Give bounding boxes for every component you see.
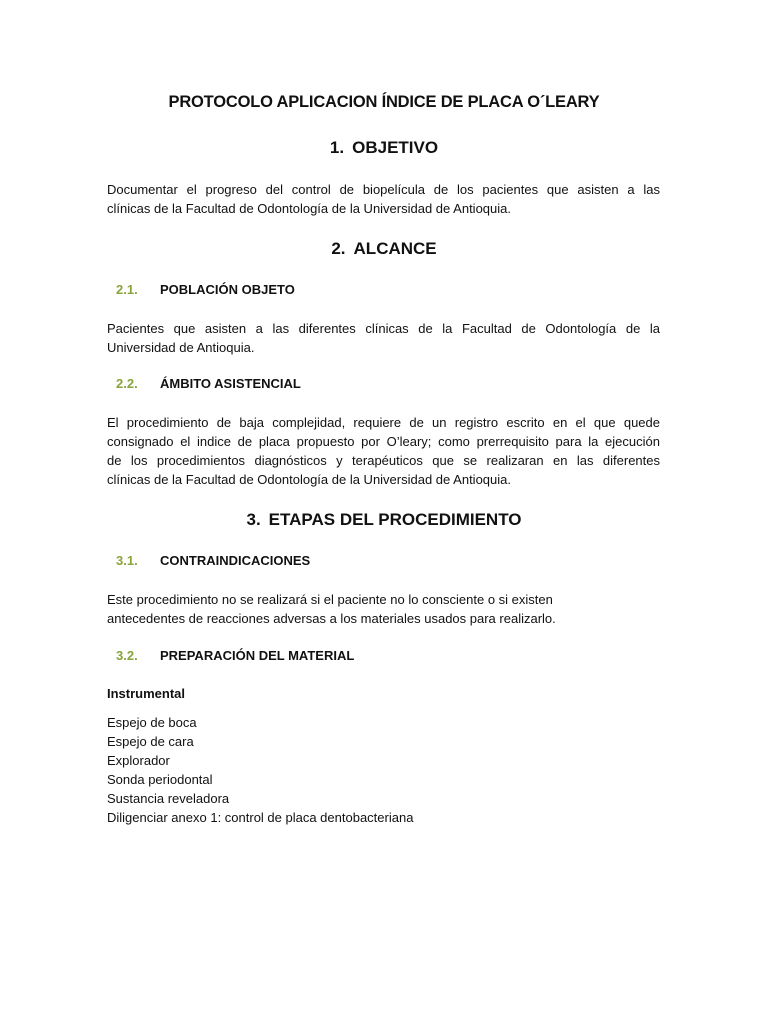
paragraph-line: Este procedimiento no se realizará si el paciente no lo consciente o si existen bbox=[107, 592, 553, 607]
section-3-title: ETAPAS DEL PROCEDIMIENTO bbox=[268, 510, 522, 529]
paragraph-line: Pacientes que asisten a las diferentes clínicas de la Facultad de Odontología de la bbox=[107, 321, 660, 336]
subsection-2-2-number: 2.2. bbox=[116, 376, 138, 391]
section-3-heading bbox=[0, 510, 768, 530]
list-item: Diligenciar anexo 1: control de placa dentobacteriana bbox=[107, 810, 414, 825]
list-item: Sonda periodontal bbox=[107, 772, 213, 787]
subsection-2-2-paragraph bbox=[107, 413, 660, 489]
list-item: Espejo de cara bbox=[107, 734, 194, 749]
paragraph-line: antecedentes de reacciones adversas a los materiales usados para realizarlo. bbox=[107, 611, 556, 626]
paragraph-line: clínicas de la Facultad de Odontología de la Universidad de Antioquia. bbox=[107, 472, 511, 487]
section-1-number: 1. bbox=[329, 138, 345, 157]
paragraph-line: Universidad de Antioquia. bbox=[107, 340, 255, 355]
list-item: Espejo de boca bbox=[107, 715, 197, 730]
section-1-title: OBJETIVO bbox=[352, 138, 439, 157]
subsection-3-1-number: 3.1. bbox=[116, 553, 138, 568]
list-item: Sustancia reveladora bbox=[107, 791, 230, 806]
paragraph-line: clínicas de la Facultad de Odontología de la Universidad de Antioquia. bbox=[107, 201, 511, 216]
paragraph-line: Documentar el progreso del control de biopelícula de los pacientes que asisten a las bbox=[107, 182, 660, 197]
list-item: Explorador bbox=[107, 753, 170, 768]
subsection-2-1-heading bbox=[116, 282, 295, 297]
subsection-3-2-title: PREPARACIÓN DEL MATERIAL bbox=[160, 648, 355, 663]
subsection-3-1-heading bbox=[116, 553, 310, 568]
subsection-3-1-title: CONTRAINDICACIONES bbox=[160, 553, 311, 568]
paragraph-line: consignado el indice de placa propuesto por O’leary; como prerrequisito para la ejecución bbox=[107, 434, 660, 449]
section-1-paragraph bbox=[107, 180, 660, 218]
paragraph-line: de los procedimientos diagnósticos y terapéuticos que se realizaran en las diferentes bbox=[107, 453, 660, 468]
section-2-heading bbox=[0, 239, 768, 259]
subsection-2-1-number: 2.1. bbox=[116, 282, 138, 297]
subsection-3-2-number: 3.2. bbox=[116, 648, 138, 663]
document-title: PROTOCOLO APLICACION ÍNDICE DE PLACA O´LEARY bbox=[168, 93, 600, 111]
section-2-number: 2. bbox=[331, 239, 346, 258]
subsection-2-2-title: ÁMBITO ASISTENCIAL bbox=[160, 376, 301, 391]
section-2-title: ALCANCE bbox=[353, 239, 437, 258]
material-list bbox=[107, 713, 413, 827]
subsection-3-2-heading bbox=[116, 648, 354, 663]
subsection-2-1-title: POBLACIÓN OBJETO bbox=[160, 282, 295, 297]
section-1-heading bbox=[0, 138, 768, 158]
subsection-3-1-paragraph bbox=[107, 590, 660, 628]
paragraph-line: El procedimiento de baja complejidad, requiere de un registro escrito en el que quede bbox=[107, 415, 660, 430]
subsection-2-1-paragraph bbox=[107, 319, 660, 357]
section-3-number: 3. bbox=[246, 510, 261, 529]
subsection-2-2-heading bbox=[116, 376, 301, 391]
instrumental-label: Instrumental bbox=[107, 686, 186, 701]
